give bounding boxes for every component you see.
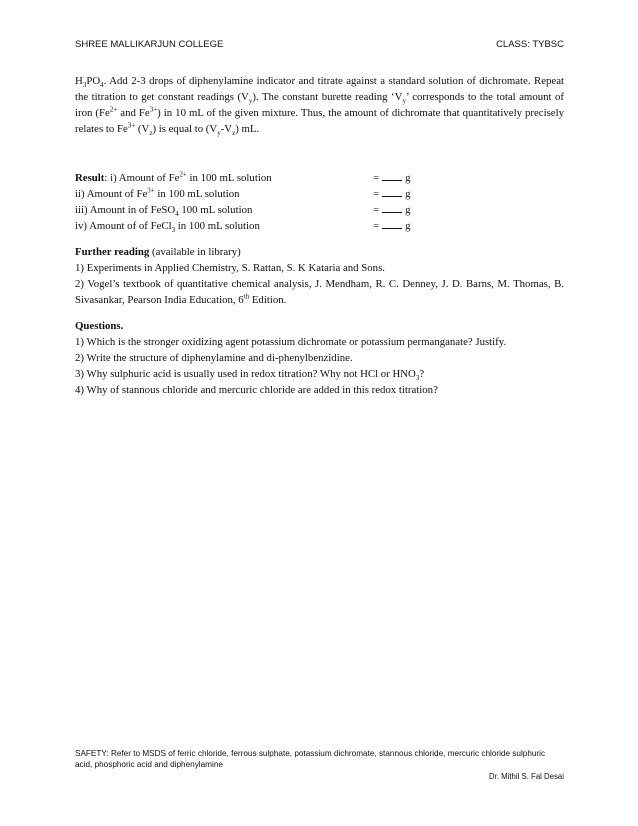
procedure-text: ’ corresponds to the total amount of iron (Fe	[75, 91, 565, 119]
reference-text: Edition.	[249, 294, 287, 306]
superscript: th	[243, 292, 250, 301]
unit-label: g	[405, 188, 411, 200]
result-text: iv) Amount of of FeCl	[75, 220, 172, 232]
questions-heading	[75, 318, 564, 334]
question-item	[75, 366, 564, 382]
unit-label: g	[405, 204, 411, 216]
superscript: 3+	[147, 186, 155, 195]
questions-section	[75, 318, 564, 398]
question-text: 3) Why sulphuric acid is usually used in redox titration? Why not HCl or HNO	[75, 368, 416, 380]
procedure-text: ) is equal to (V	[152, 123, 218, 135]
result-text: 100 mL solution	[178, 204, 253, 216]
answer-blank	[382, 186, 402, 197]
result-text: in 100 mL solution	[175, 220, 260, 232]
procedure-text: -V	[220, 123, 233, 135]
answer-blank	[382, 218, 402, 229]
equals-sign: =	[373, 188, 380, 200]
safety-note: SAFETY: Refer to MSDS of ferric chloride, ferrous sulphate, potassium dichromate, stannous chloride, mercuric chloride sulphuric acid, phosphoric acid and diphenylamine	[75, 749, 546, 769]
superscript: 3+	[149, 105, 158, 114]
further-reading-note: (available in library)	[149, 246, 241, 258]
subscript: 4	[100, 81, 104, 90]
further-reading-heading: Further reading	[75, 246, 150, 258]
result-row	[75, 186, 564, 202]
college-name: SHREE MALLIKARJUN COLLEGE	[75, 39, 224, 50]
subscript: 3	[82, 81, 87, 90]
formula-text: PO	[86, 75, 101, 87]
subscript: 3	[415, 374, 420, 383]
formula-text: H	[75, 75, 83, 87]
subscript: y	[248, 97, 253, 106]
subscript: y	[402, 97, 406, 106]
superscript: 3+	[127, 121, 136, 130]
reference-text: 2) Vogel’s textbook of quantitative chemical analysis, J. Mendham, R. C. Denney, J. D. Barns, M. Thomas, B. Sivasankar, Pearson India Education, 6	[75, 278, 564, 306]
result-label	[75, 218, 260, 234]
unit-label: g	[405, 172, 411, 184]
subscript: 3	[171, 226, 176, 235]
superscript: 2+	[179, 170, 187, 179]
procedure-text: . Add 2-3 drops of diphenylamine indicator and titrate against a standard solution of dichromate. Repeat the titration to get constant readings (V	[75, 75, 564, 103]
result-row	[75, 218, 564, 234]
result-heading: Result	[75, 172, 105, 184]
result-label	[75, 202, 252, 218]
reference-item: 1) Experiments in Applied Chemistry, S. Rattan, S. K Kataria and Sons.	[75, 262, 385, 274]
question-text: ?	[419, 368, 425, 380]
result-row	[75, 202, 564, 218]
result-text: ii) Amount of Fe	[75, 188, 148, 200]
question-item: 4) Why of stannous chloride and mercuric chloride are added in this redox titration?	[75, 384, 438, 396]
author-name: Dr. Mithil S. Fal Desai	[489, 772, 564, 781]
result-text: : i) Amount of Fe	[104, 172, 180, 184]
result-label	[75, 186, 240, 202]
result-text: in 100 mL solution	[186, 172, 272, 184]
result-text: iii) Amount in of FeSO	[75, 204, 176, 216]
further-reading-section	[75, 244, 564, 308]
question-item: 1) Which is the stronger oxidizing agent potassium dichromate or potassium permanganate? Justify.	[75, 336, 507, 348]
equals-sign: =	[373, 172, 380, 184]
page-header	[75, 39, 564, 53]
result-label	[75, 170, 272, 186]
subscript: z	[149, 129, 153, 138]
result-row	[75, 170, 564, 186]
procedure-paragraph	[75, 73, 564, 137]
result-value	[373, 186, 411, 202]
question-item: 2) Write the structure of diphenylamine and di-phenylbenzidine.	[75, 352, 353, 364]
unit-label: g	[405, 220, 411, 232]
class-label: CLASS: TYBSC	[496, 39, 564, 50]
further-reading-title	[75, 244, 564, 260]
subscript: z	[232, 129, 236, 138]
equals-sign: =	[373, 220, 380, 232]
procedure-text: ) mL.	[235, 123, 260, 135]
answer-blank	[382, 170, 402, 181]
procedure-text: and Fe	[117, 107, 150, 119]
result-value	[373, 170, 411, 186]
subscript: 4	[175, 210, 179, 219]
procedure-text: ) in 10 mL of the given mixture. Thus, the amount of dichromate that quantitatively precisely relates to Fe	[75, 107, 564, 135]
procedure-text: ). The constant burette reading ‘V	[252, 91, 403, 103]
subscript: y	[217, 129, 221, 138]
reference-item	[75, 276, 564, 308]
answer-blank	[382, 202, 402, 213]
result-value	[373, 202, 411, 218]
result-value	[373, 218, 411, 234]
result-text: in 100 mL solution	[154, 188, 240, 200]
questions-heading-text: Questions.	[75, 320, 124, 332]
procedure-text: (V	[135, 123, 150, 135]
superscript: 2+	[109, 105, 118, 114]
equals-sign: =	[373, 204, 380, 216]
result-section	[75, 170, 564, 234]
